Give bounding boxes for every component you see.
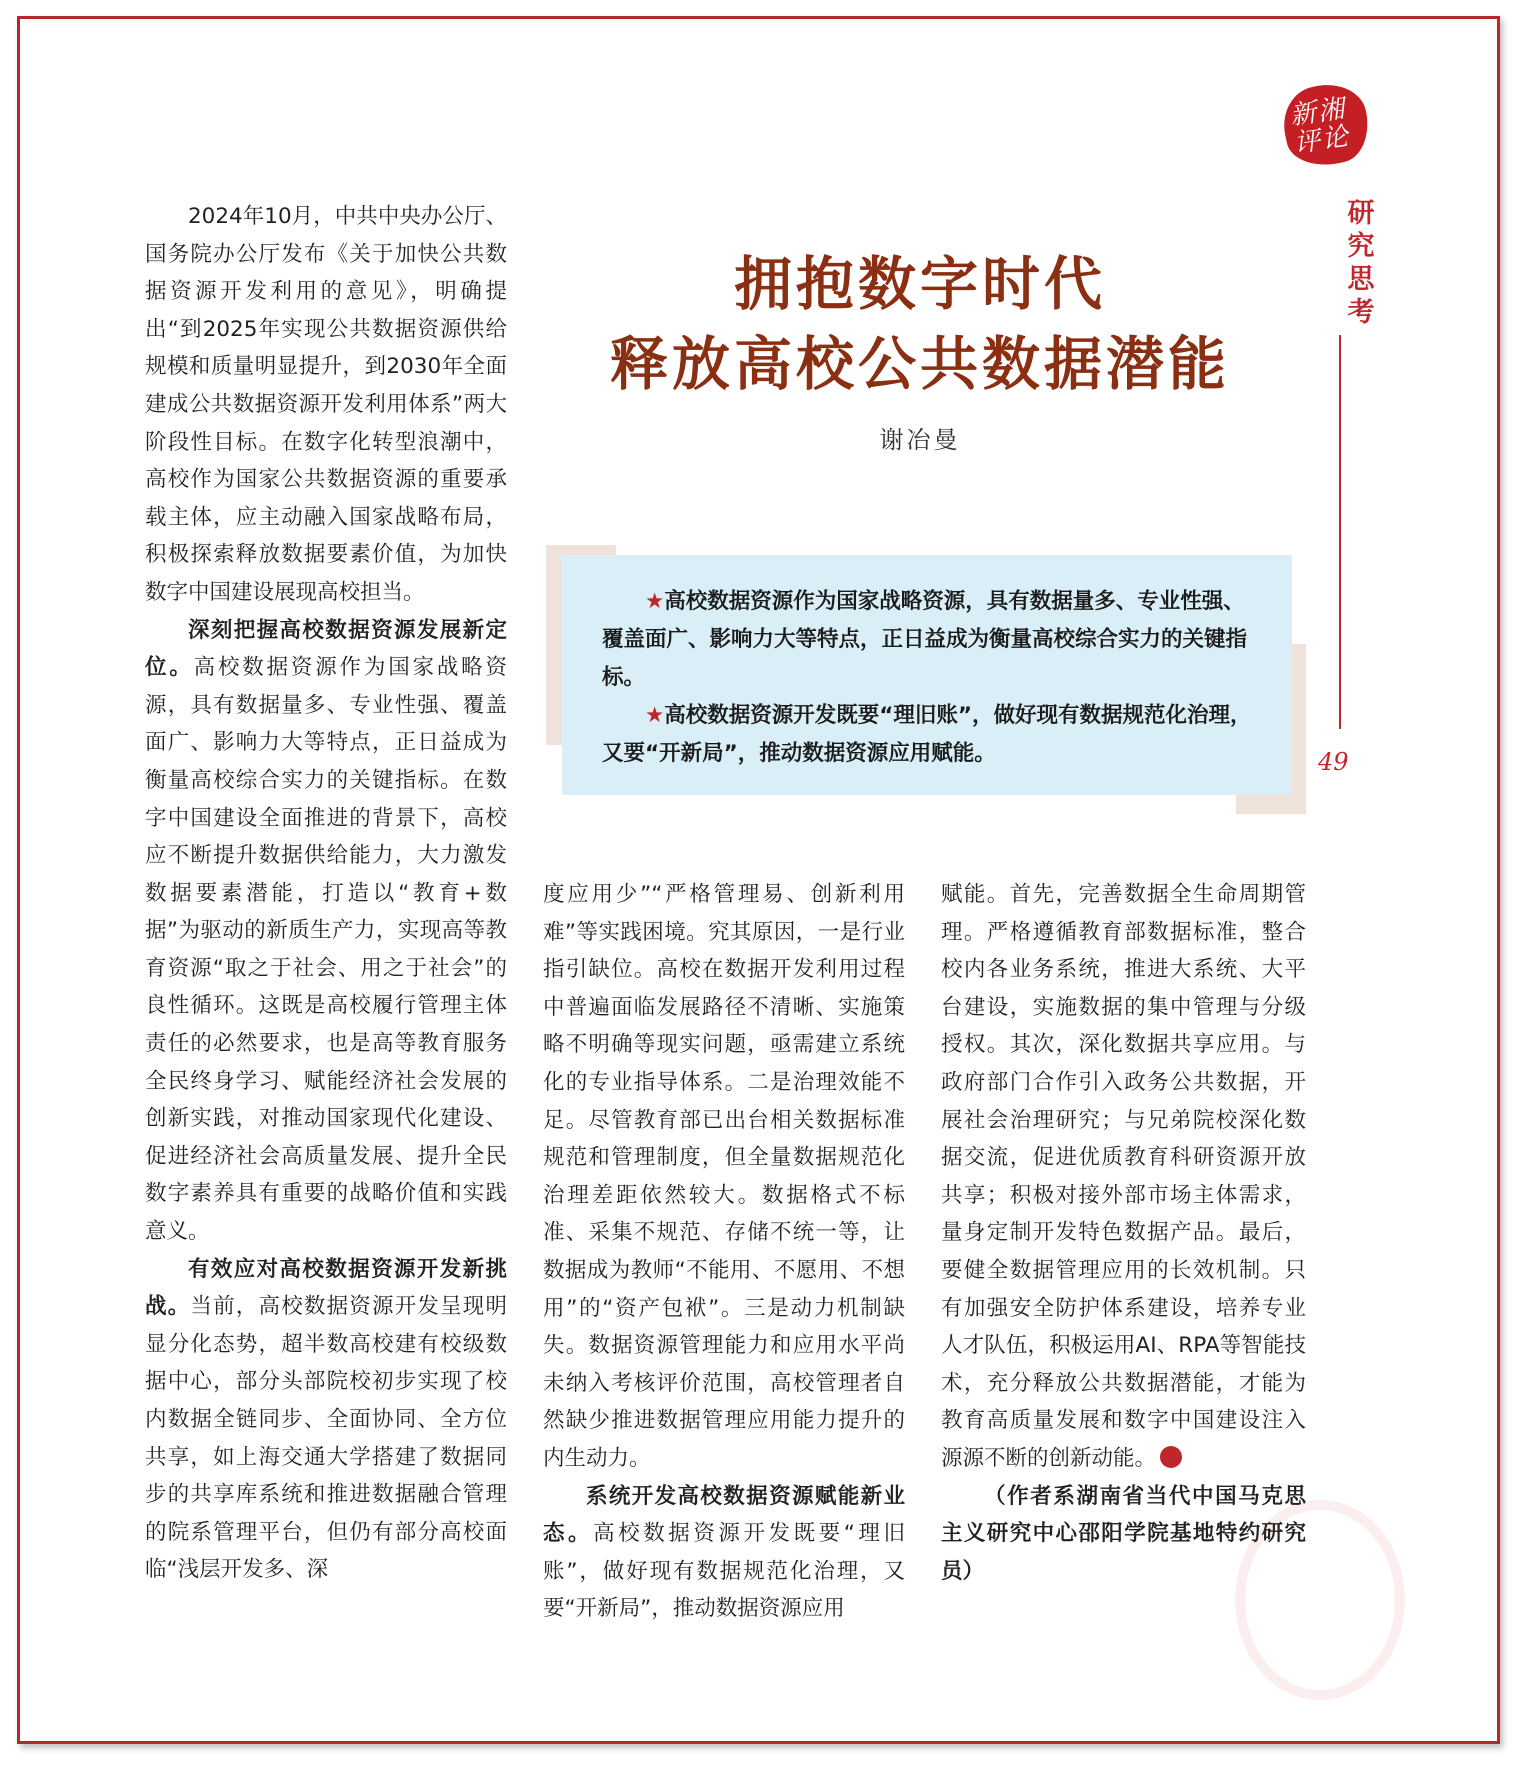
paragraph-intro: 2024年10月，中共中央办公厅、国务院办公厅发布《关于加快公共数据资源开发利用的意见》，明确提出“到2025年实现公共数据资源供给规模和质量明显提升，到2030年全面建成公共数据资源开发利用体系”两大阶段性目标。在数字化转型浪潮中，高校作为国家公共数据资源的重要承载主体，应主动融入国家战略布局，积极探索释放数据要素价值，为加快数字中国建设展现高校担当。 <box>145 204 507 605</box>
end-mark-icon <box>1160 1446 1182 1468</box>
paragraph-positioning: 深刻把握高校数据资源发展新定位。高校数据资源作为国家战略资源，具有数据量多、专业性强、覆盖面广、影响力大等特点，正日益成为衡量高校综合实力的关键指标。在数字中国建设全面推进的背景下，高校应不断提升数据供给能力，大力激发数据要素潜能，打造以“教育+数据”为驱动的新质生产力，实现高等教育资源“取之于社会、用之于社会”的良性循环。这既是高校履行管理主体责任的必然要求，也是高等教育服务全民终身学习、赋能经济社会发展的创新实践，对推动国家现代化建设、促进经济社会高质量发展、提升全民数字素养具有重要的战略价值和实践意义。 <box>145 617 507 1245</box>
section-divider-line <box>1339 335 1341 729</box>
text-column-2 <box>543 876 905 1628</box>
paragraph-challenges: 有效应对高校数据资源开发新挑战。当前，高校数据资源开发呈现明显分化态势，超半数高校建有校级数据中心，部分头部院校初步实现了校内数据全链同步、全面协同、全方位共享，如上海交通大学搭建了数据同步的共享库系统和推进数据融合管理的院系管理平台，但仍有部分高校面临“浅层开发多、深 <box>145 1256 507 1583</box>
star-icon: ★ <box>645 703 665 728</box>
summary-box <box>562 555 1292 795</box>
article-author: 谢冶曼 <box>879 426 961 454</box>
section-heading: 有效应对高校数据资源开发新挑战。 <box>145 1256 507 1320</box>
star-icon: ★ <box>645 589 665 614</box>
author-note: （作者系湖南省当代中国马克思主义研究中心邵阳学院基地特约研究员） <box>941 1483 1306 1584</box>
paragraph-development-cont: 赋能。首先，完善数据全生命周期管理。严格遵循教育部数据标准，整合校内各业务系统，推进大系统、大平台建设，实施数据的集中管理与分级授权。其次，深化数据共享应用。与政府部门合作引入政务公共数据，开展社会治理研究；与兄弟院校深化数据交流，促进优质教育科研资源开放共享；积极对接外部市场主体需求，量身定制开发特色数据产品。最后，要健全数据管理应用的长效机制。只有加强安全防护体系建设，培养专业人才队伍，积极运用AI、RPA等智能技术，充分释放公共数据潜能，才能为教育高质量发展和数字中国建设注入源源不断的创新动能。 <box>941 882 1306 1471</box>
title-line-1: 拥抱数字时代 <box>733 250 1106 318</box>
paragraph-development: 系统开发高校数据资源赋能新业态。高校数据资源开发既要“理旧账”，做好现有数据规范化治理，又要“开新局”，推动数据资源应用 <box>543 1483 905 1622</box>
logo-text: 新湘评论 <box>1288 93 1352 160</box>
text-column-1 <box>145 198 507 1589</box>
section-heading: 系统开发高校数据资源赋能新业态。 <box>543 1483 905 1547</box>
section-heading: 深刻把握高校数据资源发展新定位。 <box>145 617 507 681</box>
text-column-3 <box>941 876 1306 1590</box>
section-label: 研究思考 <box>1347 198 1375 328</box>
watermark-seal <box>1235 1500 1405 1700</box>
title-line-2: 释放高校公共数据潜能 <box>609 330 1230 398</box>
paragraph-challenges-cont: 度应用少”“严格管理易、创新利用难”等实践困境。究其原因，一是行业指引缺位。高校在数据开发利用过程中普遍面临发展路径不清晰、实施策略不明确等现实问题，亟需建立系统化的专业指导体系。二是治理效能不足。尽管教育部已出台相关数据标准规范和管理制度，但全量数据规范化治理差距依然较大。数据格式不标准、采集不规范、存储不统一等，让数据成为教师“不能用、不愿用、不想用”的“资产包袱”。三是动力机制缺失。数据资源管理能力和应用水平尚未纳入考核评价范围，高校管理者自然缺少推进数据管理应用能力提升的内生动力。 <box>543 882 905 1471</box>
page-number: 49 <box>1318 748 1349 776</box>
summary-point-1: ★高校数据资源作为国家战略资源，具有数据量多、专业性强、覆盖面广、影响力大等特点，正日益成为衡量高校综合实力的关键指标。 <box>602 589 1248 690</box>
summary-point-2: ★高校数据资源开发既要“理旧账”，做好现有数据规范化治理，又要“开新局”，推动数据资源应用赋能。 <box>602 703 1252 766</box>
article-title <box>560 244 1280 404</box>
magazine-logo <box>1284 79 1376 171</box>
